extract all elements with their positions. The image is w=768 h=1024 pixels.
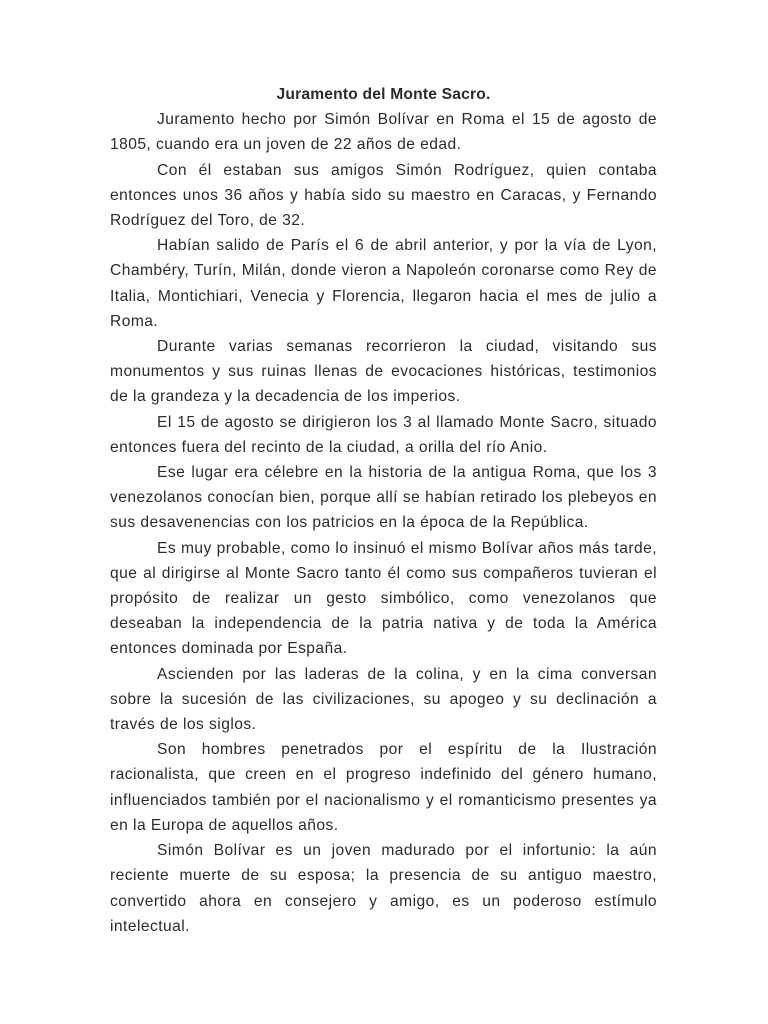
document-title: Juramento del Monte Sacro. [276, 86, 491, 103]
paragraph-8: Ascienden por las laderas de la colina, y en la cima conversan sobre la sucesión de las civilizaciones, su apogeo y su declinación a través de los siglos. [110, 665, 657, 734]
paragraph-2: Con él estaban sus amigos Simón Rodríguez, quien contaba entonces unos 36 años y había sido su maestro en Caracas, y Fernando Rodríguez del Toro, de 32. [110, 161, 657, 230]
paragraph-7: Es muy probable, como lo insinuó el mismo Bolívar años más tarde, que al dirigirse al Monte Sacro tanto él como sus compañeros tuvieran el propósito de realizar un gesto simbólico, como venezolanos que deseaban la independencia de la patria nativa y de toda la América entonces dominada por España. [110, 539, 657, 658]
paragraph-1: Juramento hecho por Simón Bolívar en Roma el 15 de agosto de 1805, cuando era un joven de 22 años de edad. [110, 111, 657, 154]
paragraph-6: Ese lugar era célebre en la historia de la antigua Roma, que los 3 venezolanos conocían bien, porque allí se habían retirado los plebeyos en sus desavenencias con los patricios en la época de la República. [110, 464, 657, 532]
paragraph-5: El 15 de agosto se dirigieron los 3 al llamado Monte Sacro, situado entonces fuera del recinto de la ciudad, a orilla del río Anio. [110, 413, 657, 456]
document-page [110, 82, 657, 939]
paragraph-9: Son hombres penetrados por el espíritu de la Ilustración racionalista, que creen en el progreso indefinido del género humano, influenciados también por el nacionalismo y el romanticismo presentes ya en la Europa de aquellos años. [110, 741, 657, 834]
paragraph-4: Durante varias semanas recorrieron la ciudad, visitando sus monumentos y sus ruinas llenas de evocaciones históricas, testimonios de la grandeza y la decadencia de los imperios. [110, 338, 657, 406]
paragraph-10: Simón Bolívar es un joven madurado por el infortunio: la aún reciente muerte de su esposa; la presencia de su antiguo maestro, convertido ahora en consejero y amigo, es un poderoso estímulo intelectual. [110, 842, 657, 935]
paragraph-3: Habían salido de París el 6 de abril anterior, y por la vía de Lyon, Chambéry, Turín, Milán, donde vieron a Napoleón coronarse como Rey de Italia, Montichiari, Venecia y Florencia, llegaron hacia el mes de julio a Roma. [110, 237, 657, 330]
